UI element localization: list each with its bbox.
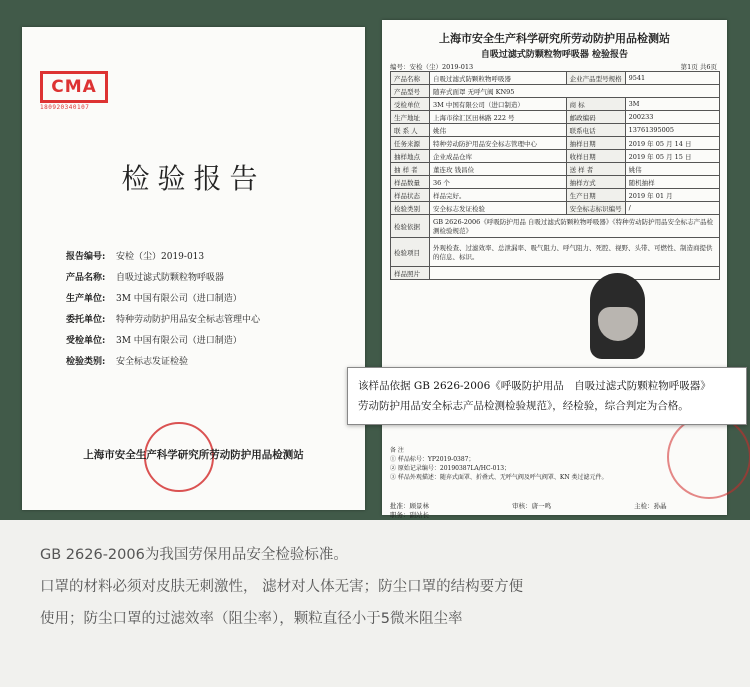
table-row: 任务来源 特种劳动防护用品安全标志管理中心 抽样日期 2019 年 05 月 14 日 [391, 137, 720, 150]
cover-field: 生产单位: 3M 中国有限公司（进口制造） [66, 294, 242, 304]
report-number: 编号：安检（尘）2019-013 [390, 63, 474, 71]
caption-line-3: 使用；防尘口罩的过滤效率（阻尘率），颗粒直径小于5微米阻尘率 [40, 611, 463, 627]
cover-field: 产品名称: 自吸过滤式防颗粒物呼吸器 [66, 273, 225, 283]
conclusion-callout [347, 367, 747, 425]
table-row: 生产地址 上海市徐汇区田林路 222 号 邮政编码 200233 [391, 111, 720, 124]
cover-field: 受检单位: 3M 中国有限公司（进口制造） [66, 336, 242, 346]
table-row: 检验项目 外观检查、过滤效率、总泄漏率、吸气阻力、呼气阻力、死腔、视野、头带、可燃性、制造商提供的信息、标识。 [391, 238, 720, 267]
table-row: 检验依据 GB 2626-2006《呼吸防护用品 自吸过滤式防颗粒物呼吸器》《特种劳动防护用品安全标志产品检测检验规范》 [391, 215, 720, 238]
table-row: 样品数量 36 个 抽样方式 随机抽样 [391, 176, 720, 189]
table-row: 样品状态 样品完好。 生产日期 2019 年 01 月 [391, 189, 720, 202]
cover-field: 检验类别: 安全标志发证检验 [66, 357, 189, 367]
report-detail-page [382, 20, 727, 519]
cover-organization: 上海市安全生产科学研究所劳动防护用品检测站 [83, 449, 304, 461]
cma-logo-text: CMA [40, 71, 108, 103]
table-row: 抽样地点 企业成品仓库 收样日期 2019 年 05 月 15 日 [391, 150, 720, 163]
red-seal-stamp [667, 415, 750, 499]
table-row: 联 系 人 姚伟 联系电话 13761395005 [391, 124, 720, 137]
sample-photo [590, 273, 645, 359]
table-row: 受检单位 3M 中国有限公司（进口制造） 商 标 3M [391, 98, 720, 111]
table-row: 抽 样 者 董连玫 钱昌俭 送 样 者 姚伟 [391, 163, 720, 176]
table-row: 检验类别 安全标志发证检验 安全标志标识编号 / [391, 202, 720, 215]
report-cover-page [22, 27, 365, 510]
table-row: 产品型号 随弃式面罩 无呼气阀 KN95 [391, 85, 720, 98]
conclusion-line-1: 该样品依据 GB 2626-2006《呼吸防护用品 自吸过滤式防颗粒物呼吸器》 [358, 380, 711, 392]
table-row: 样品照片 [391, 267, 720, 280]
detail-organization: 上海市安全生产科学研究所劳动防护用品检测站 [439, 32, 670, 45]
notes-section: 备 注 ① 样品标号：YP2019-0387； ② 原始记录编号：20190387LA/HC-013； ③ 样品外观描述：随弃式面罩、折叠式、无呼气阀及呼气阀罩、KN 类过滤元件。 [390, 447, 608, 481]
cover-title: 检验报告 [121, 162, 266, 195]
conclusion-line-2: 劳动防护用品安全标志产品检测检验规范》，经检验，综合判定为合格。 [358, 400, 689, 412]
page-number: 第1页 共6页 [680, 63, 717, 71]
cover-field: 委托单位: 特种劳动防护用品安全标志管理中心 [66, 315, 261, 325]
inspection-table [390, 71, 720, 280]
caption-line-2: 口罩的材料必须对皮肤无刺激性， 滤材对人体无害；防尘口罩的结构要方便 [40, 579, 524, 595]
cma-logo-number: 180920340107 [40, 104, 90, 111]
mask-shape [598, 307, 638, 341]
cover-field: 报告编号: 安检（尘）2019-013 [66, 252, 205, 262]
detail-subtitle: 自吸过滤式防颗粒物呼吸器 检验报告 [480, 50, 629, 60]
table-row: 产品名称 自吸过滤式防颗粒物呼吸器 企业产品型号规格 9541 [391, 72, 720, 85]
cma-logo [40, 71, 110, 117]
signature-row: 批准：顾景林 职务：副站长 审核：唐一鸣 主检：孙晶 [390, 502, 667, 519]
caption-line-1: GB 2626-2006为我国劳保用品安全检验标准。 [40, 547, 348, 563]
